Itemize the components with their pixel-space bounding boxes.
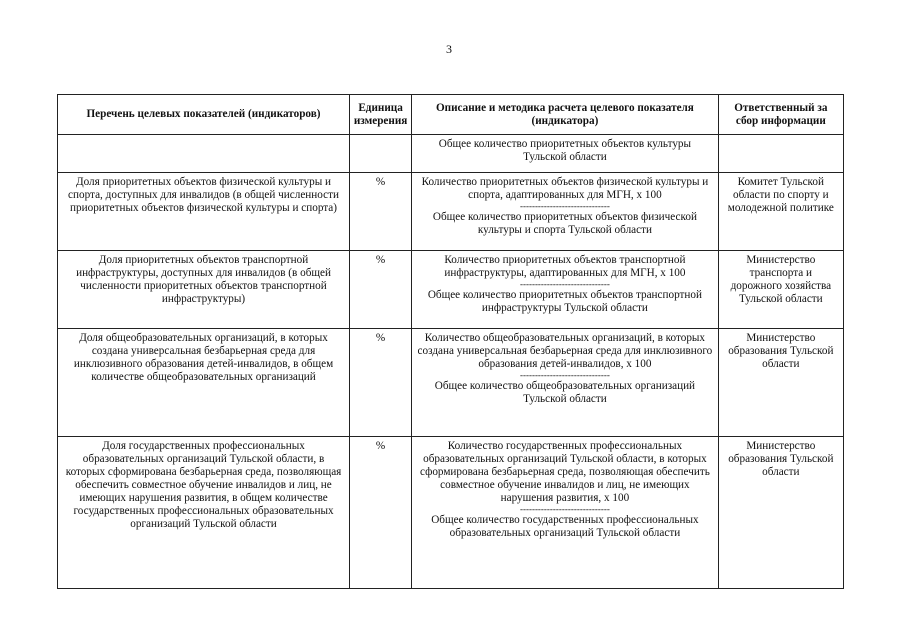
responsible-cell: Министерство транспорта и дорожного хозяйства Тульской области xyxy=(718,251,843,329)
denominator-text: Общее количество общеобразовательных организаций Тульской области xyxy=(434,380,696,405)
method-cell xyxy=(412,135,719,173)
method-cell xyxy=(412,329,719,437)
numerator-text: Количество приоритетных объектов физической культуры и спорта, адаптированных для МГН, х 100 xyxy=(421,176,709,201)
unit-cell: % xyxy=(350,173,412,251)
table-header-row xyxy=(58,95,844,135)
unit-cell: % xyxy=(350,329,412,437)
responsible-cell xyxy=(718,135,843,173)
header-indicators: Перечень целевых показателей (индикаторов) xyxy=(58,95,350,135)
denominator-text: Общее количество государственных профессиональных образовательных организаций Тульской области xyxy=(431,514,699,539)
responsible-cell: Комитет Тульской области по спорту и молодежной политике xyxy=(718,173,843,251)
table-row xyxy=(58,437,844,589)
numerator-text: Количество государственных профессиональных образовательных организаций Тульской области, в которых сформирована безбарьерная среда, позволяющая обеспечить совместное обучение инвалидов и лиц, не имеющих нарушения развития, х 100 xyxy=(419,440,710,504)
method-cell xyxy=(412,173,719,251)
header-responsible: Ответственный за сбор информации xyxy=(718,95,843,135)
table-row xyxy=(58,329,844,437)
numerator-text: Количество приоритетных объектов транспортной инфраструктуры, адаптированных для МГН, х 100 xyxy=(444,254,686,279)
indicator-cell: Доля общеобразовательных организаций, в которых создана универсальная безбарьерная среда для инклюзивного образования детей-инвалидов, в общем количестве общеобразовательных организаций xyxy=(58,329,350,437)
unit-cell: % xyxy=(350,251,412,329)
responsible-cell: Министерство образования Тульской области xyxy=(718,329,843,437)
table-row xyxy=(58,135,844,173)
indicator-cell xyxy=(58,135,350,173)
fraction-separator: ------------------------------ xyxy=(519,504,610,514)
responsible-cell: Министерство образования Тульской области xyxy=(718,437,843,589)
numerator-text: Количество общеобразовательных организаций, в которых создана универсальная безбарьерная среда для инклюзивного образования детей-инвалидов, х 100 xyxy=(417,332,713,370)
fraction-separator: ------------------------------ xyxy=(519,279,610,289)
method-cell xyxy=(412,251,719,329)
unit-cell: % xyxy=(350,437,412,589)
denominator-text: Общее количество приоритетных объектов культуры Тульской области xyxy=(438,138,692,163)
table-row xyxy=(58,173,844,251)
table-row xyxy=(58,251,844,329)
indicator-cell: Доля приоритетных объектов транспортной инфраструктуры, доступных для инвалидов (в общей численности приоритетных объектов транспортной инфраструктуры) xyxy=(58,251,350,329)
indicator-cell: Доля государственных профессиональных образовательных организаций Тульской области, в которых сформирована безбарьерная среда, позволяющая обеспечить совместное обучение инвалидов и лиц, не имеющих нарушения развития, в общем количестве государственных профессиональных образовательных организаций Тульской области xyxy=(58,437,350,589)
indicators-table xyxy=(57,94,844,589)
denominator-text: Общее количество приоритетных объектов физической культуры и спорта Тульской области xyxy=(432,211,697,236)
header-unit: Единица измерения xyxy=(350,95,412,135)
fraction-separator: ------------------------------ xyxy=(519,370,610,380)
method-cell xyxy=(412,437,719,589)
page-number: 3 xyxy=(446,42,452,56)
indicator-cell: Доля приоритетных объектов физической культуры и спорта, доступных для инвалидов (в общей численности приоритетных объектов физической культуры и спорта) xyxy=(58,173,350,251)
denominator-text: Общее количество приоритетных объектов транспортной инфраструктуры Тульской области xyxy=(427,289,702,314)
header-method: Описание и методика расчета целевого показателя (индикатора) xyxy=(412,95,719,135)
fraction-separator: ------------------------------ xyxy=(519,201,610,211)
unit-cell xyxy=(350,135,412,173)
